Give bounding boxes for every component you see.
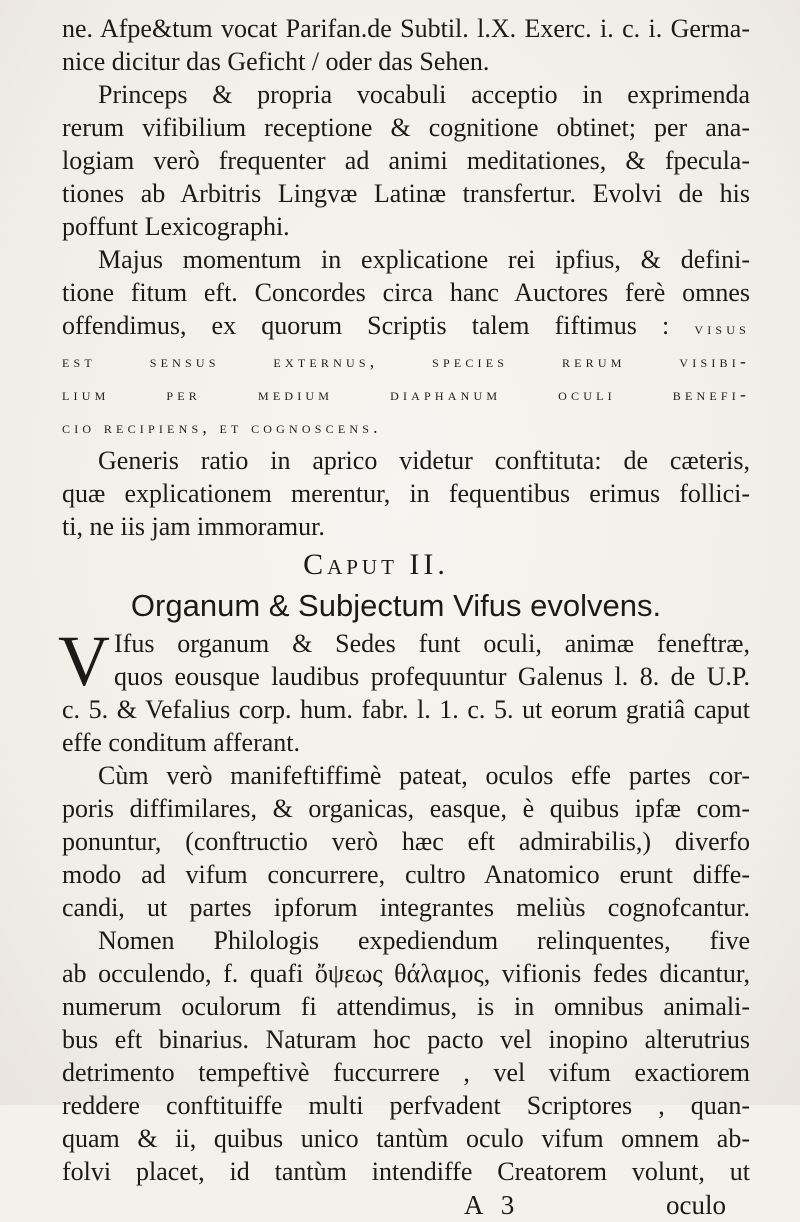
text-line: quæ explicationem merentur, in fequentibus erimus follici- (62, 479, 750, 508)
text-line: ti, ne iis jam immoramur. (62, 512, 325, 541)
text-line: nice dicitur das Geficht / oder das Sehen. (62, 47, 490, 76)
text-line: reddere conftituiffe multi perfvadent Scriptores , quan- (62, 1091, 750, 1120)
text-line: quos eousque laudibus profequuntur Galenus l. 8. de U.P. (114, 662, 750, 691)
definition-line: lium per medium diaphanum oculi benefi- (62, 384, 750, 404)
text-line: tione fitum eft. Concordes circa hanc Auctores ferè omnes (62, 278, 750, 307)
text-line: c. 5. & Vefalius corp. hum. fabr. l. 1. c. 5. ut eorum gratiâ caput (62, 695, 750, 724)
text-line: bus eft binarius. Naturam hoc pacto vel inopino alterutrius (62, 1025, 750, 1054)
page-footer (62, 1188, 750, 1222)
text-line: quam & ii, quibus unico tantùm oculo vifum omnem ab- (62, 1124, 750, 1153)
text-line: Majus momentum in explicatione rei ipfius, & defini- (98, 245, 750, 274)
text-segment: offendimus, ex quorum Scriptis talem fiftimus : (62, 311, 670, 340)
text-line: rerum vifibilium receptione & cognitione obtinet; per ana- (62, 113, 750, 142)
text-line: folvi placet, id tantùm intendiffe Creatorem volunt, ut (62, 1157, 750, 1186)
text-line: Ifus organum & Sedes funt oculi, animæ feneftræ, (114, 629, 750, 658)
text-line: poris diffimilares, & organicas, easque, è quibus ipfæ com- (62, 794, 750, 823)
chapter-heading: Caput II. (303, 548, 449, 581)
section-title: Organum & Subjectum Vifus evolvens. (130, 588, 662, 623)
text-line: Generis ratio in aprico videtur conftituta: de cæteris, (98, 446, 750, 475)
text-line: poffunt Lexicographi. (62, 212, 290, 241)
paragraph-with-dropcap (58, 621, 750, 701)
text-line: Princeps & propria vocabuli acceptio in exprimenda (98, 80, 750, 109)
text-line: tiones ab Arbitris Lingvæ Latinæ transfertur. Evolvi de his (62, 179, 750, 208)
text-line: ab occulendo, f. quafi ὄψεως θάλαμος, vifionis fedes dicantur, (62, 959, 750, 988)
text-line: logiam verò frequenter ad animi meditationes, & fpecula- (62, 146, 750, 175)
text-line: Nomen Philologis expediendum relinquentes, five (98, 926, 750, 955)
definition-line: est sensus externus, species rerum visibi- (62, 351, 750, 371)
definition-lead-line (62, 309, 750, 345)
text-line: ne. Afpe&tum vocat Parifan.de Subtil. l.X. Exerc. i. c. i. Germa- (62, 14, 750, 43)
signature-mark: A 3 (464, 1190, 521, 1220)
definition-term: visus (694, 318, 751, 338)
text-line: effe conditum afferant. (62, 728, 300, 757)
text-line: modo ad vifum concurrere, cultro Anatomico erunt diffe- (62, 860, 750, 889)
drop-cap: V (58, 621, 110, 701)
text-line: Cùm verò manifeftiffimè pateat, oculos effe partes cor- (98, 761, 750, 790)
text-line: candi, ut partes ipforum integrantes meliùs cognofcantur. (62, 893, 750, 922)
catchword: oculo (666, 1190, 726, 1220)
text-line: detrimento tempeftivè fuccurrere , vel vifum exactiorem (62, 1058, 750, 1087)
text-line: ponuntur, (conftructio verò hæc eft admirabilis,) diverfo (62, 827, 750, 856)
text-line: numerum oculorum fi attendimus, is in omnibus animali- (62, 992, 750, 1021)
definition-line: cio recipiens, et cognoscens. (62, 417, 382, 437)
